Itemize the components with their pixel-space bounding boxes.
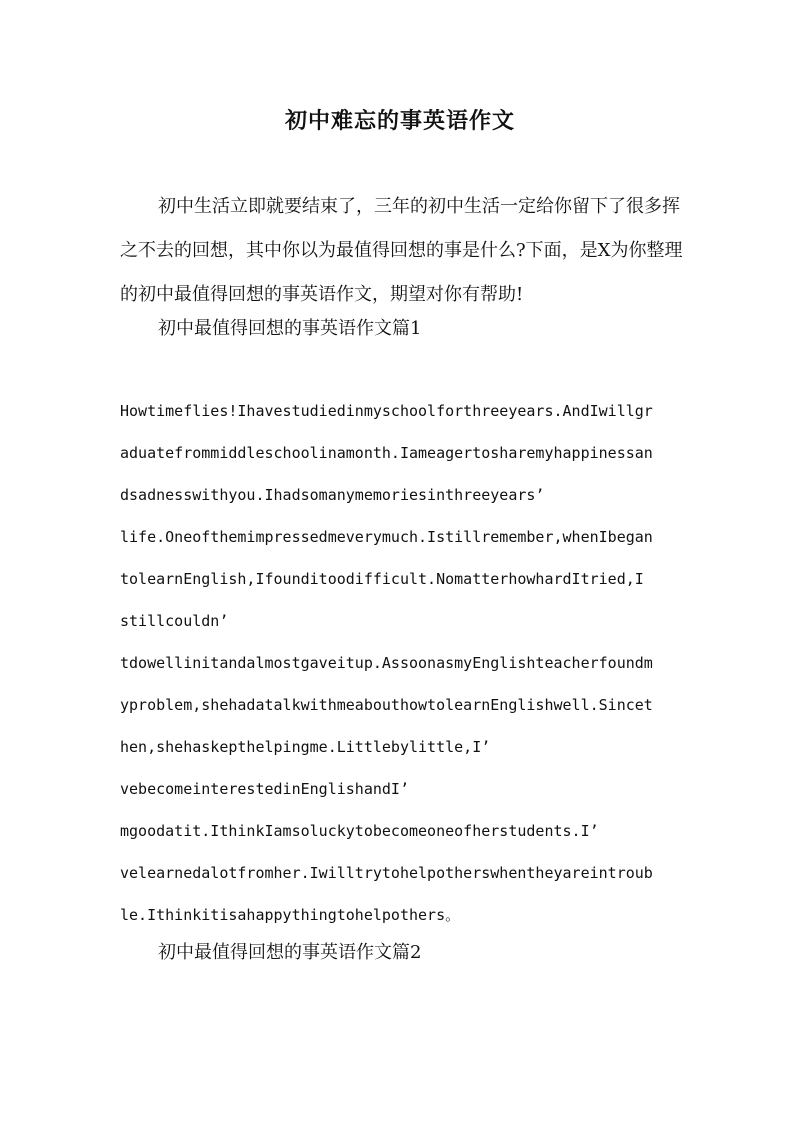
essay-line: tolearnEnglish,Ifounditoodifficult.NomatterhowhardItried,I (120, 570, 644, 588)
essay-line: velearnedalotfromher.Iwilltrytohelpotherswhentheyareintroub (120, 864, 653, 882)
essay-line: life.Oneofthemimpressedmeverymuch.Istillremember,whenIbegan (120, 528, 653, 546)
essay-1-heading: 初中最值得回想的事英语作文篇1 (158, 318, 422, 339)
essay-line: le.Ithinkitisahappythingtohelpothers。 (120, 906, 461, 924)
essay-line: yproblem,shehadatalkwithmeabouthowtolearnEnglishwell.Sincet (120, 696, 653, 714)
essay-line: hen,shehaskepthelpingme.Littlebylittle,I’ (120, 738, 491, 756)
document-title: 初中难忘的事英语作文 (284, 108, 515, 134)
essay-1-body (120, 390, 685, 936)
essay-line: tdowellinitandalmostgaveitup.AssoonasmyEnglishteacherfoundm (120, 654, 653, 672)
essay-line: dsadnesswithyou.Ihadsomanymemoriesinthreeyears’ (120, 486, 545, 504)
essay-line: aduatefrommiddleschoolinamonth.Iameagertosharemyhappinessan (120, 444, 653, 462)
essay-line: mgoodatit.IthinkIamsoluckytobecomeoneofherstudents.I’ (120, 822, 599, 840)
essay-line: vebecomeinterestedinEnglishandI’ (120, 780, 409, 798)
essay-line: Howtimeflies!Ihavestudiedinmyschoolforthreeyears.AndIwillgr (120, 402, 653, 420)
essay-2-heading: 初中最值得回想的事英语作文篇2 (158, 942, 422, 963)
intro-paragraph: 初中生活立即就要结束了，三年的初中生活一定给你留下了很多挥之不去的回想，其中你以为最值得回想的事是什么?下面，是X为你整理的初中最值得回想的事英语作文，期望对你有帮助! (120, 196, 683, 305)
essay-line: stillcouldn’ (120, 612, 229, 630)
